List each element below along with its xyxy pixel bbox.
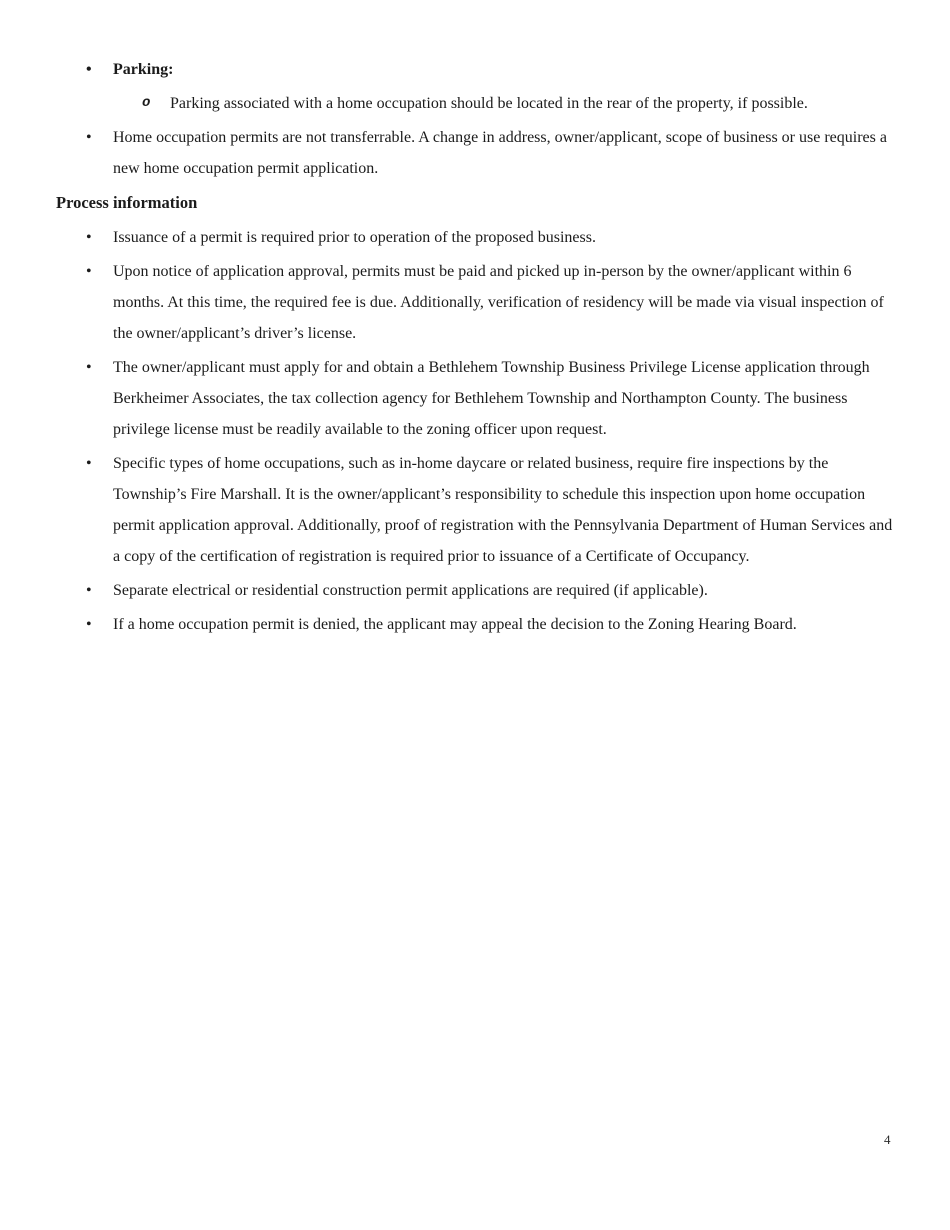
list-item: [86, 54, 894, 85]
list-item: [86, 575, 894, 606]
page-number: 4: [884, 1132, 891, 1147]
bullet-icon: •: [86, 129, 92, 146]
list-item: [86, 122, 894, 184]
list-item: [142, 88, 932, 119]
section-heading: Process information: [56, 193, 198, 212]
bullet-icon: •: [86, 229, 92, 246]
list-item-text: The owner/applicant must apply for and obtain a Bethlehem Township Business Privilege License application through Berkheimer Associates, the tax collection agency for Bethlehem Township and Northampton County. The business privilege license must be readily available to the zoning officer upon request.: [113, 359, 870, 438]
list-item-text: Parking associated with a home occupation should be located in the rear of the property, if possible.: [170, 95, 808, 112]
list-item-text: If a home occupation permit is denied, the applicant may appeal the decision to the Zoning Hearing Board.: [113, 616, 797, 633]
list-item-text: Parking:: [113, 61, 174, 78]
list-item: [86, 352, 894, 445]
list-item: [86, 609, 894, 640]
bullet-icon: •: [86, 359, 92, 376]
bullet-icon: •: [86, 455, 92, 472]
bullet-icon: •: [86, 263, 92, 280]
list-item-text: Specific types of home occupations, such as in-home daycare or related business, require fire inspections by the Township’s Fire Marshall. It is the owner/applicant’s responsibility to schedule this inspection upon home occupation permit application approval. Additionally, proof of registration with the Pennsylvania Department of Human Services and a copy of the certification of registration is required prior to issuance of a Certificate of Occupancy.: [113, 455, 893, 565]
document-body: [0, 54, 932, 643]
list-item-text: Issuance of a permit is required prior to operation of the proposed business.: [113, 229, 596, 246]
intro-bullet-list: [0, 54, 932, 184]
list-item: [86, 222, 894, 253]
list-item-text: Home occupation permits are not transferrable. A change in address, owner/applicant, scope of business or use requires a new home occupation permit application.: [113, 129, 887, 177]
list-item-text: Upon notice of application approval, permits must be paid and picked up in-person by the owner/applicant within 6 months. At this time, the required fee is due. Additionally, verification of residency will be made via visual inspection of the owner/applicant’s driver’s license.: [113, 263, 884, 342]
bullet-icon: •: [86, 582, 92, 599]
sub-bullet-icon: o: [142, 95, 151, 111]
list-item: [86, 448, 894, 572]
list-item: [86, 256, 894, 349]
bullet-icon: •: [86, 616, 92, 633]
process-bullet-list: [0, 222, 932, 640]
list-item-text: Separate electrical or residential construction permit applications are required (if applicable).: [113, 582, 708, 599]
bullet-icon: •: [86, 61, 92, 78]
